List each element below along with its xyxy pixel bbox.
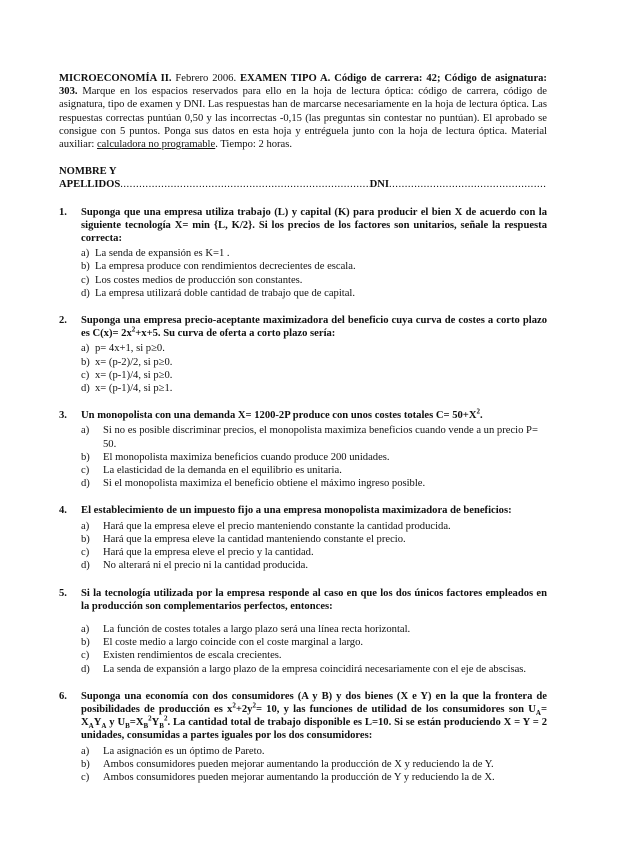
- question-number: 4.: [59, 505, 67, 517]
- time-note: . Tiempo: 2 horas.: [215, 139, 293, 151]
- option-b: b) El coste medio a largo coincide con el coste marginal a largo.: [81, 637, 364, 649]
- career-code: Código de carrera: 42; Código de asignatura: 303.: [59, 73, 547, 98]
- question-4: [59, 504, 547, 572]
- question-number: 1.: [59, 206, 67, 218]
- option-d: d) x= (p-1)/4, si p≥1.: [81, 383, 173, 395]
- question-6: [59, 690, 547, 784]
- question-text: Suponga que una empresa utiliza trabajo (L) y capital (K) para producir el bien X de acuerdo con la siguiente tecnología X= min {L, K/2}. Si los precios de los factores son unitarios, señale la respuesta correcta:: [81, 206, 547, 245]
- dni-label: DNI: [369, 179, 389, 191]
- name-label: NOMBRE Y: [59, 166, 117, 178]
- question-text: El establecimiento de un impuesto fijo a una empresa monopolista maximizadora de beneficios:: [81, 505, 512, 517]
- exam-page: [59, 72, 547, 784]
- option-a: a) La función de costes totales a largo plazo será una línea recta horizontal.: [81, 623, 411, 635]
- option-b: b) Ambos consumidores pueden mejorar aumentando la producción de X y reduciendo la de Y.: [81, 758, 494, 770]
- question-2: [59, 314, 547, 395]
- option-c: c) Ambos consumidores pueden mejorar aumentando la producción de Y y reduciendo la de X.: [81, 771, 495, 783]
- question-number: 2.: [59, 315, 67, 327]
- option-c: c) La elasticidad de la demanda en el equilibrio es unitaria.: [81, 465, 342, 477]
- question-text: Suponga una economía con dos consumidores (A y B) y dos bienes (X e Y) en la que la frontera de posibilidades de producción es $x^2+2y^2= 10$, y las funciones de utilidad de los consumidores son $U_A= X_AY_A$ y $U_B=X_B^2Y_B^2$. La cantidad total de trabajo disponible es L=10. Si se están produciendo X = Y = 2 unidades, consumidas a partes iguales por los dos consumidores:: [81, 690, 547, 742]
- name-fill-line[interactable]: [120, 178, 369, 191]
- option-c: c) x= (p-1)/4, si p≥0.: [81, 369, 173, 381]
- option-a: a) Hará que la empresa eleve el precio manteniendo constante la cantidad producida.: [81, 520, 451, 532]
- option-c: c) Existen rendimientos de escala crecientes.: [81, 650, 282, 662]
- question-number: 6.: [59, 690, 67, 702]
- question-number: 5.: [59, 587, 67, 599]
- question-text: Suponga una empresa precio-aceptante maximizadora del beneficio cuya curva de costes a corto plazo es $C(x)= 2x^2+x+5$. Su curva de oferta a corto plazo sería:: [81, 315, 547, 340]
- option-a: a) Si no es posible discriminar precios, el monopolista maximiza beneficios cuando vende a un precio P= 50.: [81, 425, 538, 450]
- option-b: b) x= (p-2)/2, si p≥0.: [81, 356, 173, 368]
- option-c: c) Los costes medios de producción son constantes.: [81, 274, 303, 286]
- dni-fill-line[interactable]: [389, 178, 547, 191]
- option-b: b) La empresa produce con rendimientos decrecientes de escala.: [81, 261, 356, 273]
- question-5: [59, 587, 547, 676]
- option-b: b) El monopolista maximiza beneficios cuando produce 200 unidades.: [81, 451, 390, 463]
- exam-date: Febrero 2006.: [175, 73, 237, 84]
- question-text: Un monopolista con una demanda X= 1200-2P produce con unos costes totales $C= 50+X^2$.: [81, 407, 483, 422]
- material-note: calculadora no programable: [96, 139, 216, 151]
- option-c: c) Hará que la empresa eleve el precio y la cantidad.: [81, 547, 314, 559]
- option-a: a) p= 4x+1, si p≥0.: [81, 343, 165, 355]
- exam-header: [59, 72, 547, 151]
- question-number: 3.: [59, 410, 67, 422]
- option-d: d) No alterará ni el precio ni la cantidad producida.: [81, 560, 309, 572]
- option-d: d) La senda de expansión a largo plazo de la empresa coincidirá necesariamente con el eje de abscisas.: [81, 663, 527, 675]
- student-name-block: [59, 165, 547, 191]
- option-d: d) La empresa utilizará doble cantidad de trabajo que de capital.: [81, 287, 356, 299]
- instructions-text: Marque en los espacios reservados para ello en la hoja de lectura óptica: código de carrera, código de asignatura, tipo de examen y DNI. Las respuestas han de marcarse necesariamente en la hoja de lectura óptica. Las respuestas correctas puntúan 0,50 y las incorrectas -0,15 (las preguntas sin contestar no puntúan). El aprobado se consigue con 5 puntos. Ponga sus datos en esta hoja y entréguela junto con la hoja de lectura óptica. Material auxiliar:: [59, 86, 547, 151]
- course-title: MICROECONOMÍA II.: [59, 73, 172, 84]
- option-a: a) La asignación es un óptimo de Pareto.: [81, 745, 265, 757]
- question-3: [59, 409, 547, 490]
- option-a: a) La senda de expansión es K=1 .: [81, 248, 230, 260]
- surname-label: APELLIDOS: [59, 179, 121, 191]
- question-text: Si la tecnología utilizada por la empresa responde al caso en que los dos únicos factores empleados en la producción son complementarios perfectos, entonces:: [81, 587, 547, 612]
- question-1: [59, 206, 547, 300]
- option-b: b) Hará que la empresa eleve la cantidad manteniendo constante el precio.: [81, 533, 406, 545]
- exam-type: EXAMEN TIPO A.: [240, 73, 331, 84]
- option-d: d) Si el monopolista maximiza el beneficio obtiene el máximo ingreso posible.: [81, 478, 426, 490]
